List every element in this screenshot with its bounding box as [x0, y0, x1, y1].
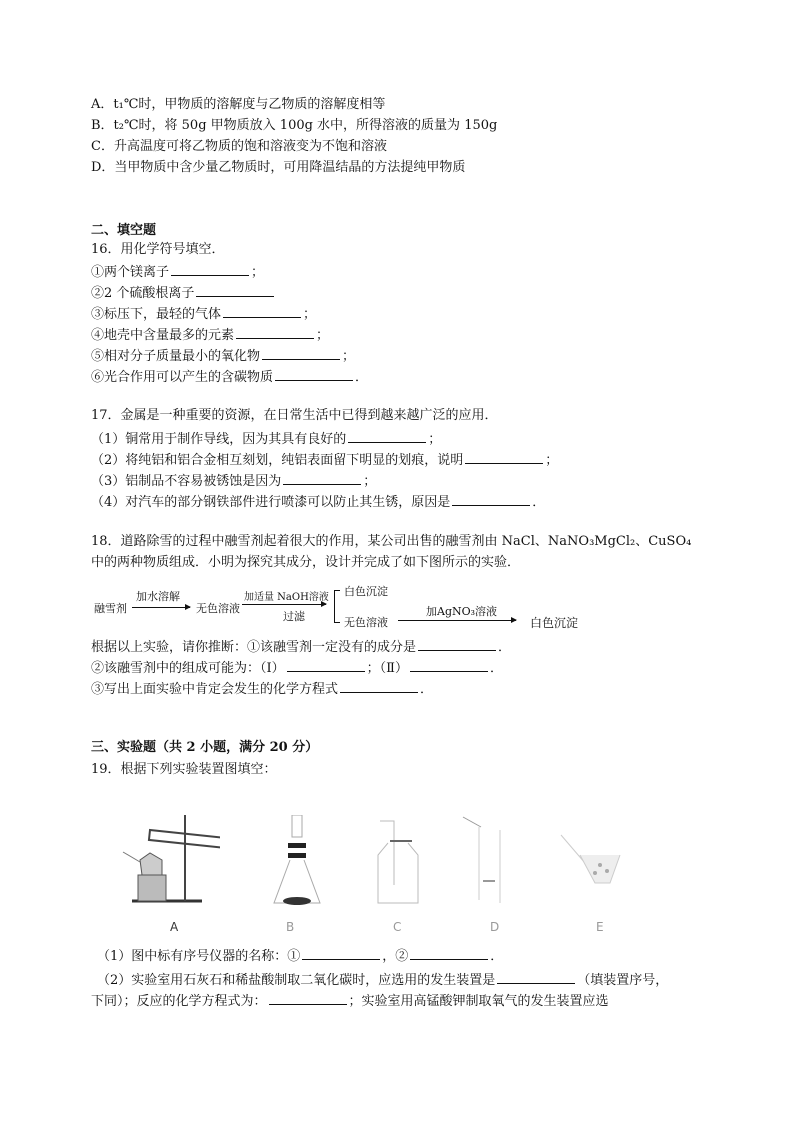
q17-item — [91, 430, 441, 448]
arrow-icon — [132, 607, 190, 608]
answer-blank[interactable] — [410, 659, 488, 672]
q18-stem-2: 中的两种物质组成．小明为探究其成分，设计并完成了如下图所示的实验． — [91, 555, 521, 570]
answer-blank[interactable] — [302, 947, 380, 960]
apparatus-c-image — [372, 815, 432, 915]
q18-part1-text: 根据以上实验，请你推断：①该融雪剂一定没有的成分是 — [91, 640, 417, 655]
q19-part2 — [97, 971, 668, 989]
answer-blank[interactable] — [410, 947, 488, 960]
arrow-icon — [398, 620, 516, 621]
q16-item — [91, 347, 355, 365]
q18-part3: ③写出上面实验中肯定会发生的化学方程式 ． — [91, 682, 434, 697]
answer-blank[interactable] — [171, 263, 249, 276]
q17-item — [91, 451, 558, 469]
q19-part2-cont — [91, 992, 609, 1010]
answer-blank[interactable] — [283, 472, 361, 485]
answer-blank[interactable] — [196, 284, 274, 297]
section-2-title: 二、填空题 — [91, 223, 157, 238]
q18-part2-text: ②该融雪剂中的组成可能为：（Ⅰ） — [91, 661, 285, 676]
arrow-icon — [242, 604, 326, 605]
apparatus-label-d: D — [490, 920, 500, 934]
flow-mid: 无色溶液 — [196, 602, 240, 615]
flow-start: 融雪剂 — [94, 602, 127, 615]
answer-blank[interactable] — [452, 493, 530, 506]
item-text: ①两个镁离子 — [91, 265, 170, 280]
q19-part2-text: （2）实验室用石灰石和稀盐酸制取二氧化碳时，应选用的发生装置是 — [97, 973, 496, 988]
flow-step1: 加水溶解 — [136, 590, 180, 603]
q18-part3-text: ③写出上面实验中肯定会发生的化学方程式 — [91, 682, 339, 697]
item-text: （1）铜常用于制作导线，因为其具有良好的 — [91, 432, 347, 447]
item-text: （4）对汽车的部分钢铁部件进行喷漆可以防止其生锈，原因是 — [91, 495, 451, 510]
answer-blank[interactable] — [348, 430, 426, 443]
q16-item — [91, 263, 264, 281]
item-end: ； — [545, 453, 559, 468]
q16-item — [91, 284, 276, 302]
option-c: C．升高温度可将乙物质的饱和溶液变为不饱和溶液 — [91, 139, 387, 154]
q17-item — [91, 472, 376, 490]
q16-stem: 16．用化学符号填空． — [91, 242, 225, 257]
q19-stem: 19．根据下列实验装置图填空： — [91, 762, 277, 777]
flow-end: 白色沉淀 — [530, 616, 579, 630]
q16-item — [91, 368, 368, 386]
q18-part2: ②该融雪剂中的组成可能为：（Ⅰ） ；（Ⅱ） ． — [91, 661, 503, 676]
q17-stem: 17．金属是一种重要的资源，在日常生活中已得到越来越广泛的应用． — [91, 408, 498, 423]
answer-blank[interactable] — [497, 971, 575, 984]
q17-item — [91, 493, 545, 511]
flow-branch-top: 白色沉淀 — [344, 585, 388, 598]
apparatus-b-image — [268, 815, 328, 915]
item-text: ④地壳中含量最多的元素 — [91, 328, 235, 343]
apparatus-label-c: C — [393, 920, 402, 934]
flow-step2-top: 加适量 NaOH溶液 — [244, 592, 329, 603]
apparatus-d-image — [455, 815, 515, 915]
answer-blank[interactable] — [236, 326, 314, 339]
apparatus-label-a: A — [170, 920, 179, 934]
flow-step3: 加AgNO₃溶液 — [426, 605, 498, 618]
apparatus-label-b: B — [286, 920, 295, 934]
answer-blank[interactable] — [287, 659, 365, 672]
item-end: ； — [363, 474, 377, 489]
item-text: ⑥光合作用可以产生的含碳物质 — [91, 370, 274, 385]
item-text: ③标压下，最轻的气体 — [91, 307, 222, 322]
bracket — [334, 590, 340, 623]
answer-blank[interactable] — [269, 992, 347, 1005]
item-end: ； — [251, 265, 265, 280]
q19-part2-text-c: 下同）；反应的化学方程式为： — [91, 994, 267, 1009]
answer-blank[interactable] — [262, 347, 340, 360]
q16-item — [91, 305, 316, 323]
q19-part2-text-b: （填装置序号， — [577, 973, 669, 988]
item-end: ； — [342, 349, 356, 364]
item-text: （3）铝制品不容易被锈蚀是因为 — [91, 474, 282, 489]
q18-stem-1: 18．道路除雪的过程中融雪剂起着很大的作用，某公司出售的融雪剂由 NaCl、NaNO₃MgCl₂、CuSO₄ — [91, 534, 692, 549]
q16-item — [91, 326, 329, 344]
answer-blank[interactable] — [418, 638, 496, 651]
answer-blank[interactable] — [340, 680, 418, 693]
item-end: ； — [316, 328, 330, 343]
q18-part2-text-b: ；（Ⅱ） — [366, 661, 408, 676]
q19-part1-text-b: ，② — [382, 949, 409, 964]
q19-part2-text-d: ；实验室用高锰酸钾制取氧气的发生装置应选 — [348, 994, 609, 1009]
apparatus-a-image — [120, 815, 220, 915]
apparatus-e-image — [555, 815, 625, 915]
apparatus-label-e: E — [596, 920, 604, 934]
item-end: ； — [303, 307, 317, 322]
q18-part1: 根据以上实验，请你推断：①该融雪剂一定没有的成分是 ． — [91, 640, 512, 655]
flow-step2-bottom: 过滤 — [283, 610, 305, 623]
option-a: A．t₁℃时，甲物质的溶解度与乙物质的溶解度相等 — [91, 97, 386, 112]
item-text: ⑤相对分子质量最小的氧化物 — [91, 349, 261, 364]
item-end: ． — [355, 370, 369, 385]
answer-blank[interactable] — [223, 305, 301, 318]
flow-branch-bottom: 无色溶液 — [344, 616, 388, 629]
q19-part1: （1）图中标有序号仪器的名称：① ，② ． — [97, 949, 504, 964]
item-text: ②2 个硫酸根离子 — [91, 286, 195, 301]
section-3-title: 三、实验题（共 2 小题，满分 20 分） — [91, 740, 319, 755]
q19-part1-text: （1）图中标有序号仪器的名称：① — [97, 949, 301, 964]
item-text: （2）将纯铝和铝合金相互刻划，纯铝表面留下明显的划痕，说明 — [91, 453, 464, 468]
answer-blank[interactable] — [275, 368, 353, 381]
item-end: ； — [428, 432, 442, 447]
option-d: D．当甲物质中含少量乙物质时，可用降温结晶的方法提纯甲物质 — [91, 160, 466, 175]
item-end: ． — [532, 495, 546, 510]
answer-blank[interactable] — [465, 451, 543, 464]
option-b: B．t₂℃时，将 50g 甲物质放入 100g 水中，所得溶液的质量为 150g — [91, 118, 498, 133]
